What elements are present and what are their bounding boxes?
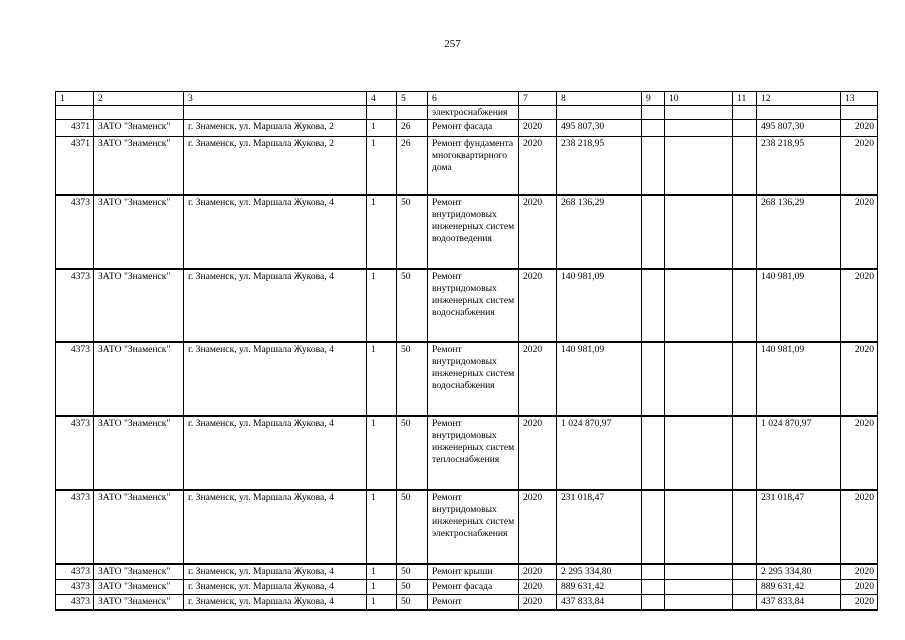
header-cell: 7 xyxy=(519,92,557,106)
col9-cell xyxy=(642,595,665,611)
total-cost-cell: 889 631,42 xyxy=(757,580,841,595)
table-row xyxy=(56,416,878,490)
municipality-cell: ЗАТО "Знаменск" xyxy=(94,564,184,580)
row-number-cell: 4373 xyxy=(56,490,94,564)
row-number-cell: 4373 xyxy=(56,595,94,611)
municipality-cell: ЗАТО "Знаменск" xyxy=(94,416,184,490)
address-cell: г. Знаменск, ул. Маршала Жукова, 4 xyxy=(184,595,367,611)
table-row xyxy=(56,342,878,416)
completion-year-cell: 2020 xyxy=(841,416,878,490)
header-cell: 6 xyxy=(428,92,519,106)
header-cell: 9 xyxy=(642,92,665,106)
header-cell: 1 xyxy=(56,92,94,106)
col11-cell xyxy=(733,342,757,416)
col5-cell: 50 xyxy=(397,269,428,342)
header-cell: 2 xyxy=(94,92,184,106)
col9-cell xyxy=(642,580,665,595)
table-row xyxy=(56,564,878,580)
col5-cell: 50 xyxy=(397,490,428,564)
cost-cell: 889 631,42 xyxy=(557,580,642,595)
column-number-row xyxy=(56,92,878,106)
col4-cell: 1 xyxy=(367,490,397,564)
col11-cell xyxy=(733,564,757,580)
col9-cell xyxy=(642,137,665,196)
cost-cell: 140 981,09 xyxy=(557,342,642,416)
row-number-cell xyxy=(56,106,94,120)
completion-year-cell: 2020 xyxy=(841,342,878,416)
header-cell: 10 xyxy=(665,92,733,106)
header-cell: 11 xyxy=(733,92,757,106)
address-cell: г. Знаменск, ул. Маршала Жукова, 4 xyxy=(184,580,367,595)
header-cell: 8 xyxy=(557,92,642,106)
row-number-cell: 4373 xyxy=(56,564,94,580)
col11-cell xyxy=(733,269,757,342)
work-type-cell: Ремонт фундамента многоквартирного дома xyxy=(428,137,519,196)
col10-cell xyxy=(665,595,733,611)
address-cell: г. Знаменск, ул. Маршала Жукова, 2 xyxy=(184,120,367,137)
address-cell: г. Знаменск, ул. Маршала Жукова, 4 xyxy=(184,564,367,580)
table-row xyxy=(56,580,878,595)
table-row xyxy=(56,195,878,269)
col11-cell xyxy=(733,580,757,595)
row-number-cell: 4373 xyxy=(56,342,94,416)
header-cell: 4 xyxy=(367,92,397,106)
col10-cell xyxy=(665,269,733,342)
col9-cell xyxy=(642,564,665,580)
col10-cell xyxy=(665,490,733,564)
page-number: 257 xyxy=(444,38,461,50)
year-cell: 2020 xyxy=(519,137,557,196)
cost-cell: 495 807,30 xyxy=(557,120,642,137)
header-cell: 3 xyxy=(184,92,367,106)
col10-cell xyxy=(665,106,733,120)
col11-cell xyxy=(733,595,757,611)
address-cell: г. Знаменск, ул. Маршала Жукова, 4 xyxy=(184,269,367,342)
year-cell: 2020 xyxy=(519,416,557,490)
total-cost-cell: 1 024 870,97 xyxy=(757,416,841,490)
col4-cell: 1 xyxy=(367,120,397,137)
municipality-cell: ЗАТО "Знаменск" xyxy=(94,595,184,611)
work-type-cell: Ремонт внутридомовых инженерных систем водоотведения xyxy=(428,195,519,269)
col4-cell: 1 xyxy=(367,342,397,416)
col9-cell xyxy=(642,106,665,120)
year-cell: 2020 xyxy=(519,342,557,416)
col10-cell xyxy=(665,137,733,196)
total-cost-cell xyxy=(757,106,841,120)
col9-cell xyxy=(642,120,665,137)
col4-cell: 1 xyxy=(367,137,397,196)
total-cost-cell: 231 018,47 xyxy=(757,490,841,564)
col9-cell xyxy=(642,416,665,490)
completion-year-cell: 2020 xyxy=(841,269,878,342)
table-row xyxy=(56,106,878,120)
col4-cell: 1 xyxy=(367,564,397,580)
row-number-cell: 4373 xyxy=(56,580,94,595)
municipality-cell: ЗАТО "Знаменск" xyxy=(94,195,184,269)
total-cost-cell: 238 218,95 xyxy=(757,137,841,196)
col10-cell xyxy=(665,195,733,269)
work-type-cell: Ремонт фасада xyxy=(428,120,519,137)
repair-program-table xyxy=(55,91,878,611)
col4-cell: 1 xyxy=(367,580,397,595)
col5-cell: 50 xyxy=(397,580,428,595)
total-cost-cell: 268 136,29 xyxy=(757,195,841,269)
table-row xyxy=(56,269,878,342)
completion-year-cell: 2020 xyxy=(841,137,878,196)
row-number-cell: 4373 xyxy=(56,269,94,342)
col9-cell xyxy=(642,269,665,342)
cost-cell: 1 024 870,97 xyxy=(557,416,642,490)
col5-cell: 50 xyxy=(397,342,428,416)
total-cost-cell: 140 981,09 xyxy=(757,269,841,342)
row-number-cell: 4373 xyxy=(56,416,94,490)
municipality-cell: ЗАТО "Знаменск" xyxy=(94,137,184,196)
col9-cell xyxy=(642,342,665,416)
year-cell: 2020 xyxy=(519,490,557,564)
cost-cell xyxy=(557,106,642,120)
col10-cell xyxy=(665,416,733,490)
header-cell: 12 xyxy=(757,92,841,106)
col4-cell xyxy=(367,106,397,120)
col11-cell xyxy=(733,490,757,564)
work-type-cell: Ремонт крыши xyxy=(428,564,519,580)
row-number-cell: 4373 xyxy=(56,195,94,269)
work-type-cell: Ремонт внутридомовых инженерных систем теплоснабжения xyxy=(428,416,519,490)
address-cell: г. Знаменск, ул. Маршала Жукова, 2 xyxy=(184,137,367,196)
cost-cell: 437 833,84 xyxy=(557,595,642,611)
col10-cell xyxy=(665,120,733,137)
municipality-cell xyxy=(94,106,184,120)
total-cost-cell: 495 807,30 xyxy=(757,120,841,137)
year-cell: 2020 xyxy=(519,269,557,342)
address-cell: г. Знаменск, ул. Маршала Жукова, 4 xyxy=(184,490,367,564)
completion-year-cell: 2020 xyxy=(841,490,878,564)
col9-cell xyxy=(642,490,665,564)
address-cell: г. Знаменск, ул. Маршала Жукова, 4 xyxy=(184,416,367,490)
cost-cell: 2 295 334,80 xyxy=(557,564,642,580)
year-cell: 2020 xyxy=(519,580,557,595)
cost-cell: 231 018,47 xyxy=(557,490,642,564)
col5-cell: 50 xyxy=(397,195,428,269)
work-type-cell: Ремонт внутридомовых инженерных систем электроснабжения xyxy=(428,490,519,564)
year-cell: 2020 xyxy=(519,564,557,580)
cost-cell: 238 218,95 xyxy=(557,137,642,196)
table-row xyxy=(56,595,878,611)
work-type-cell: электроснабжения xyxy=(428,106,519,120)
col11-cell xyxy=(733,120,757,137)
row-number-cell: 4371 xyxy=(56,120,94,137)
address-cell xyxy=(184,106,367,120)
total-cost-cell: 437 833,84 xyxy=(757,595,841,611)
col11-cell xyxy=(733,137,757,196)
col9-cell xyxy=(642,195,665,269)
table-row xyxy=(56,120,878,137)
col5-cell: 26 xyxy=(397,120,428,137)
cost-cell: 140 981,09 xyxy=(557,269,642,342)
total-cost-cell: 140 981,09 xyxy=(757,342,841,416)
col4-cell: 1 xyxy=(367,269,397,342)
work-type-cell: Ремонт внутридомовых инженерных систем водоснабжения xyxy=(428,269,519,342)
year-cell: 2020 xyxy=(519,120,557,137)
municipality-cell: ЗАТО "Знаменск" xyxy=(94,120,184,137)
completion-year-cell: 2020 xyxy=(841,580,878,595)
col4-cell: 1 xyxy=(367,195,397,269)
col11-cell xyxy=(733,106,757,120)
col10-cell xyxy=(665,564,733,580)
col4-cell: 1 xyxy=(367,595,397,611)
col5-cell: 50 xyxy=(397,416,428,490)
year-cell: 2020 xyxy=(519,595,557,611)
header-cell: 5 xyxy=(397,92,428,106)
municipality-cell: ЗАТО "Знаменск" xyxy=(94,580,184,595)
address-cell: г. Знаменск, ул. Маршала Жукова, 4 xyxy=(184,342,367,416)
work-type-cell: Ремонт внутридомовых инженерных систем водоснабжения xyxy=(428,342,519,416)
municipality-cell: ЗАТО "Знаменск" xyxy=(94,490,184,564)
table-row xyxy=(56,490,878,564)
row-number-cell: 4371 xyxy=(56,137,94,196)
col5-cell: 26 xyxy=(397,137,428,196)
completion-year-cell: 2020 xyxy=(841,120,878,137)
table-row xyxy=(56,137,878,196)
col5-cell xyxy=(397,106,428,120)
col4-cell: 1 xyxy=(367,416,397,490)
completion-year-cell xyxy=(841,106,878,120)
municipality-cell: ЗАТО "Знаменск" xyxy=(94,342,184,416)
completion-year-cell: 2020 xyxy=(841,595,878,611)
col10-cell xyxy=(665,580,733,595)
year-cell: 2020 xyxy=(519,195,557,269)
col10-cell xyxy=(665,342,733,416)
work-type-cell: Ремонт фасада xyxy=(428,580,519,595)
col11-cell xyxy=(733,416,757,490)
col5-cell: 50 xyxy=(397,564,428,580)
col5-cell: 50 xyxy=(397,595,428,611)
cost-cell: 268 136,29 xyxy=(557,195,642,269)
col11-cell xyxy=(733,195,757,269)
total-cost-cell: 2 295 334,80 xyxy=(757,564,841,580)
completion-year-cell: 2020 xyxy=(841,564,878,580)
completion-year-cell: 2020 xyxy=(841,195,878,269)
header-cell: 13 xyxy=(841,92,878,106)
year-cell xyxy=(519,106,557,120)
work-type-cell: Ремонт xyxy=(428,595,519,611)
address-cell: г. Знаменск, ул. Маршала Жукова, 4 xyxy=(184,195,367,269)
municipality-cell: ЗАТО "Знаменск" xyxy=(94,269,184,342)
